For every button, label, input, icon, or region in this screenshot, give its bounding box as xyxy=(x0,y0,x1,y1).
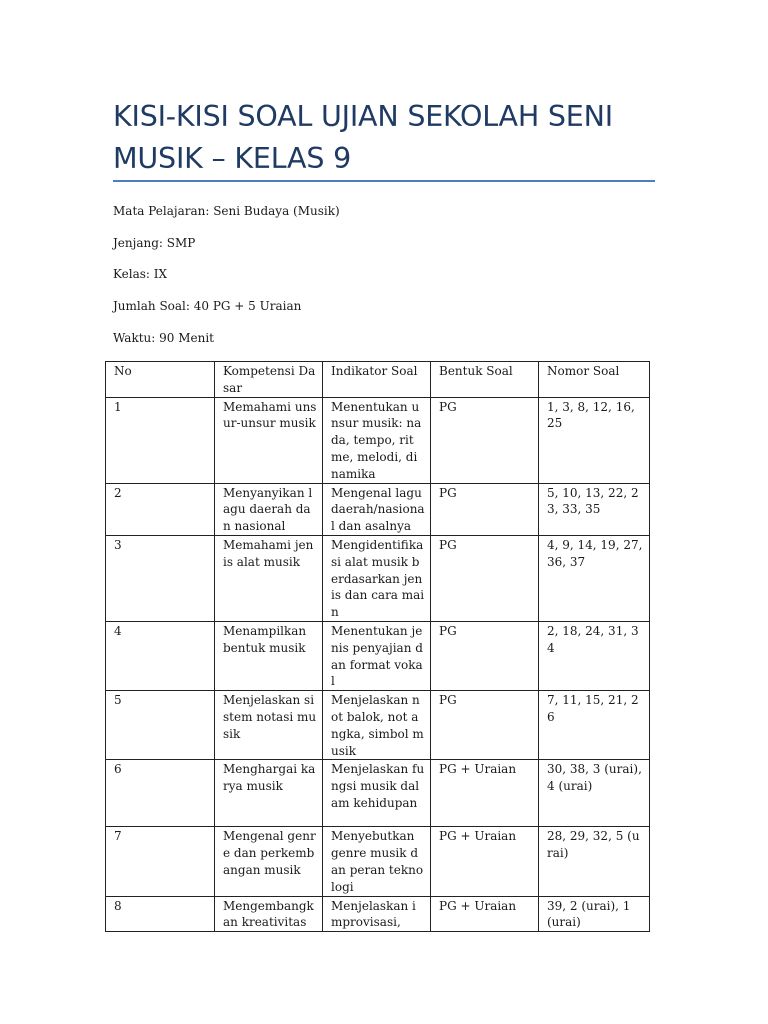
table-row xyxy=(106,691,650,760)
table-cell: 5 xyxy=(106,691,215,760)
header-cell: Indikator Soal xyxy=(323,362,431,398)
table-row xyxy=(106,621,650,690)
table-row xyxy=(106,535,650,621)
table-cell: Menjelaskan fungsi musik dalam kehidupan xyxy=(323,760,431,827)
header-cell: No xyxy=(106,362,215,398)
info-question-count: Jumlah Soal: 40 PG + 5 Uraian xyxy=(113,299,302,313)
table-cell: Mengenal genre dan perkembangan musik xyxy=(215,827,323,896)
table-row xyxy=(106,760,650,827)
table-cell: PG xyxy=(431,535,539,621)
table-row xyxy=(106,896,650,932)
table-cell: 4, 9, 14, 19, 27, 36, 37 xyxy=(539,535,650,621)
info-duration: Waktu: 90 Menit xyxy=(113,331,214,345)
table-cell: Menentukan jenis penyajian dan format vokal xyxy=(323,621,431,690)
table-cell: PG + Uraian xyxy=(431,760,539,827)
table-cell: PG + Uraian xyxy=(431,827,539,896)
info-class: Kelas: IX xyxy=(113,267,168,281)
table-cell: Menjelaskan sistem notasi musik xyxy=(215,691,323,760)
table-cell: 5, 10, 13, 22, 23, 33, 35 xyxy=(539,483,650,535)
table-cell: PG xyxy=(431,621,539,690)
table-cell: Memahami unsur-unsur musik xyxy=(215,397,323,483)
table-row xyxy=(106,827,650,896)
table-cell: 3 xyxy=(106,535,215,621)
table-row xyxy=(106,483,650,535)
table-cell: 1 xyxy=(106,397,215,483)
table-cell: Menyanyikan lagu daerah dan nasional xyxy=(215,483,323,535)
table-cell: PG + Uraian xyxy=(431,896,539,932)
table-cell: 7 xyxy=(106,827,215,896)
table-cell: PG xyxy=(431,691,539,760)
table-cell: 30, 38, 3 (urai), 4 (urai) xyxy=(539,760,650,827)
table-row xyxy=(106,397,650,483)
table-cell: Mengenal lagu daerah/nasional dan asalnya xyxy=(323,483,431,535)
table-cell: Menghargai karya musik xyxy=(215,760,323,827)
table-cell: Memahami jenis alat musik xyxy=(215,535,323,621)
table-cell: 2 xyxy=(106,483,215,535)
table-header-row xyxy=(106,362,650,398)
table-cell: 39, 2 (urai), 1 (urai) xyxy=(539,896,650,932)
table-cell: PG xyxy=(431,397,539,483)
info-level: Jenjang: SMP xyxy=(113,236,196,250)
table-cell: Menyebutkan genre musik dan peran teknologi xyxy=(323,827,431,896)
table-cell: 28, 29, 32, 5 (urai) xyxy=(539,827,650,896)
header-cell: Nomor Soal xyxy=(539,362,650,398)
kisi-table xyxy=(105,361,650,932)
table-cell: 4 xyxy=(106,621,215,690)
table-cell: Mengembangkan kreativitas xyxy=(215,896,323,932)
header-cell: Bentuk Soal xyxy=(431,362,539,398)
table-cell: 1, 3, 8, 12, 16, 25 xyxy=(539,397,650,483)
table-cell: 7, 11, 15, 21, 26 xyxy=(539,691,650,760)
table-cell: PG xyxy=(431,483,539,535)
table-cell: 6 xyxy=(106,760,215,827)
info-subject: Mata Pelajaran: Seni Budaya (Musik) xyxy=(113,204,340,218)
document-title: KISI-KISI SOAL UJIAN SEKOLAH SENI MUSIK – KELAS 9 xyxy=(113,100,613,175)
table-cell: Menjelaskan improvisasi, xyxy=(323,896,431,932)
table-cell: Menjelaskan not balok, not angka, simbol musik xyxy=(323,691,431,760)
table-cell: Menentukan unsur musik: nada, tempo, ritme, melodi, dinamika xyxy=(323,397,431,483)
table-cell: Menampilkan bentuk musik xyxy=(215,621,323,690)
table-cell: Mengidentifikasi alat musik berdasarkan jenis dan cara main xyxy=(323,535,431,621)
table-cell: 8 xyxy=(106,896,215,932)
table-cell: 2, 18, 24, 31, 34 xyxy=(539,621,650,690)
header-cell: Kompetensi Dasar xyxy=(215,362,323,398)
title-underline xyxy=(113,180,655,182)
